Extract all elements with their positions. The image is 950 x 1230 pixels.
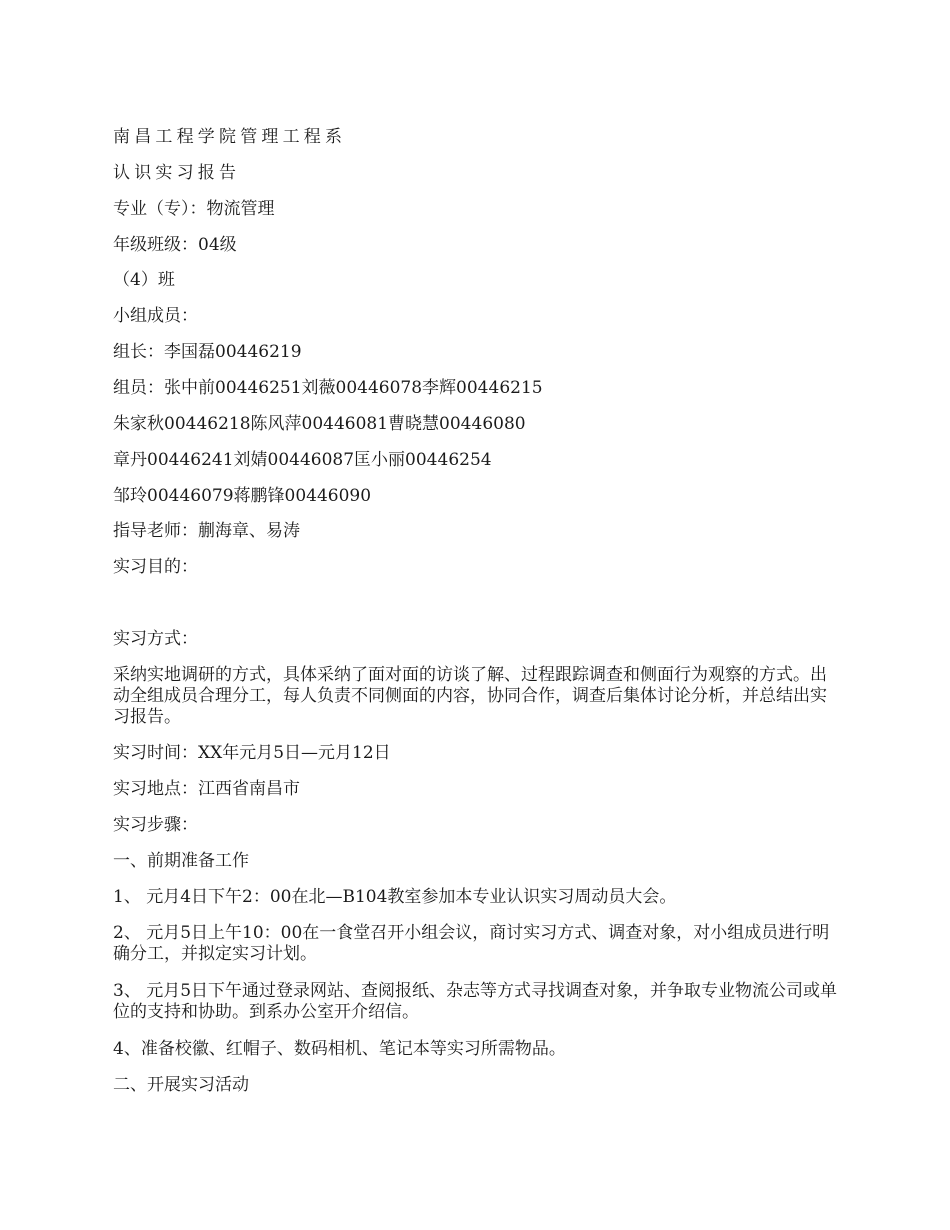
step-3: 3、 元月5日下午通过登录网站、查阅报纸、杂志等方式寻找调查对象，并争取专业物流公司或单位的支持和协助。到系办公室开介绍信。 xyxy=(113,981,838,1022)
time-line: 实习时间：XX年元月5日—元月12日 xyxy=(113,743,391,763)
school-dept-heading: 南昌工程学院管理工程系 xyxy=(113,127,347,147)
members-line-1: 组员：张中前00446251刘薇00446078李辉00446215 xyxy=(113,378,543,398)
members-line-2: 朱家秋00446218陈风萍00446081曹晓慧00446080 xyxy=(113,414,526,434)
members-line-3: 章丹00446241刘婧00446087匡小丽00446254 xyxy=(113,450,492,470)
step-2: 2、 元月5日上午10：00在一食堂召开小组会议，商讨实习方式、调查对象，对小组成员进行明确分工，并拟定实习计划。 xyxy=(113,923,830,964)
leader-line: 组长：李国磊00446219 xyxy=(113,342,302,362)
purpose-heading: 实习目的： xyxy=(113,557,198,577)
section-2-heading: 二、开展实习活动 xyxy=(113,1075,249,1095)
step-1: 1、 元月4日下午2：00在北—B104教室参加本专业认识实习周动员大会。 xyxy=(113,887,677,907)
class-line: （4）班 xyxy=(113,270,175,290)
steps-heading: 实习步骤： xyxy=(113,815,198,835)
method-paragraph: 采纳实地调研的方式，具体采纳了面对面的访谈了解、过程跟踪调查和侧面行为观察的方式。出动全组成员合理分工，每人负责不同侧面的内容，协同合作，调查后集体讨论分析，并总结出实习报告。 xyxy=(113,665,827,727)
members-heading: 小组成员： xyxy=(113,306,198,326)
location-line: 实习地点：江西省南昌市 xyxy=(113,779,300,799)
advisors-line: 指导老师：蒯海章、易涛 xyxy=(113,521,300,541)
step-4: 4、准备校徽、红帽子、数码相机、笔记本等实习所需物品。 xyxy=(113,1039,566,1059)
grade-line: 年级班级：04级 xyxy=(113,235,237,255)
members-line-4: 邹玲00446079蒋鹏锋00446090 xyxy=(113,486,372,506)
major-line: 专业（专）：物流管理 xyxy=(113,199,275,219)
report-title: 认识实习报告 xyxy=(113,163,241,183)
method-heading: 实习方式： xyxy=(113,629,198,649)
section-1-heading: 一、前期准备工作 xyxy=(113,851,249,871)
